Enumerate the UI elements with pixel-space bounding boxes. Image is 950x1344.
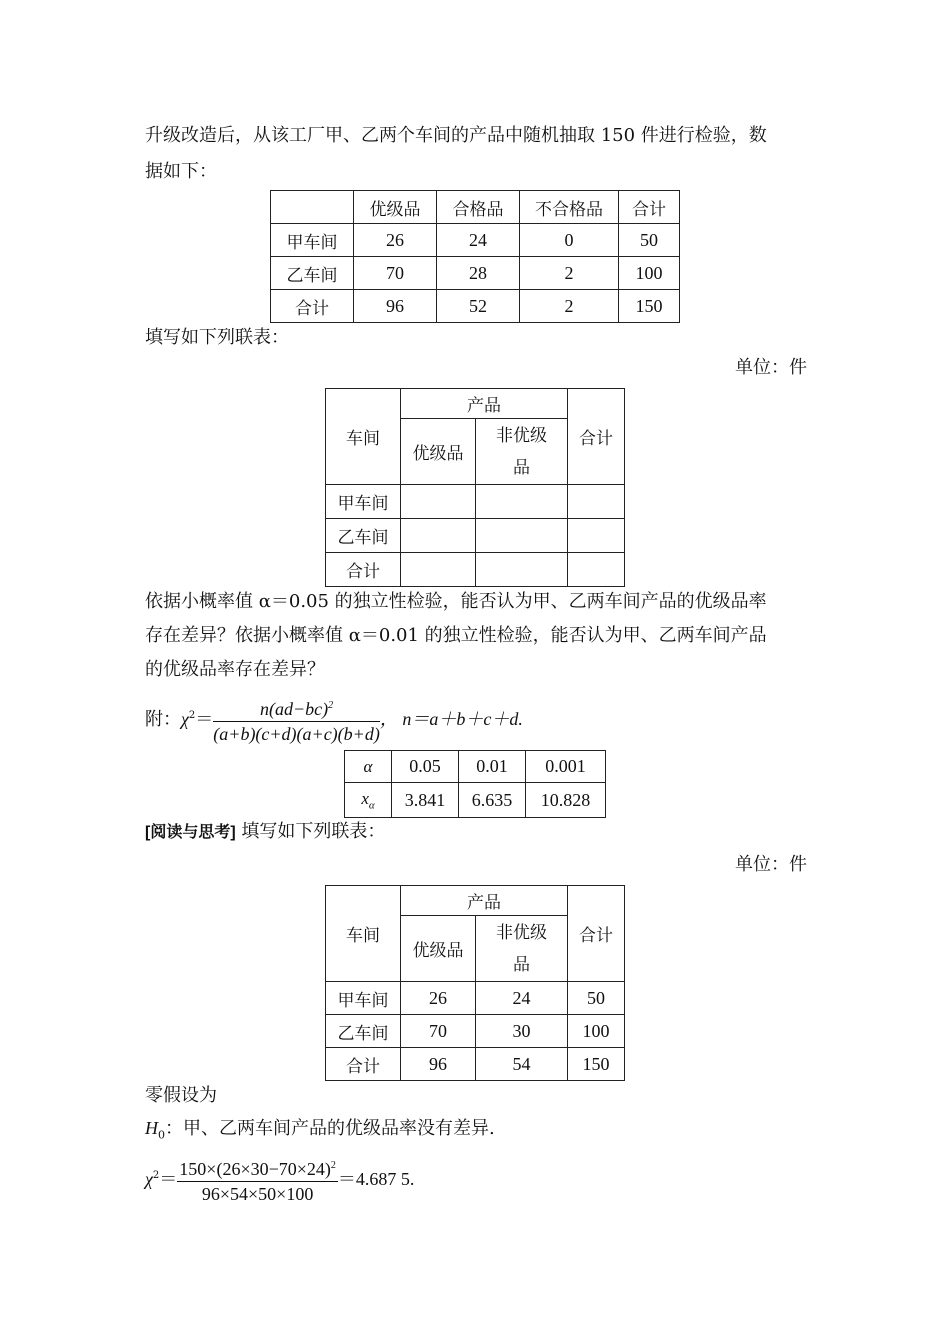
unit-label: 单位：件 (735, 357, 807, 378)
table2-empty-cell (568, 552, 625, 586)
chi-square-fraction (213, 694, 380, 746)
table2-total-header: 合计 (568, 389, 625, 485)
result-numerator-text: 150×(26×30−70×24) (179, 1159, 331, 1179)
sample-data-table (270, 190, 680, 323)
table4-cell: 150 (568, 1048, 625, 1081)
table4-nonexcellent-header (476, 916, 568, 982)
table4-cell: 96 (401, 1048, 476, 1081)
table3-cell: 0.001 (526, 751, 606, 783)
intro-line-2: 据如下： (145, 161, 217, 182)
table3-cell: 3.841 (392, 783, 459, 818)
table4-total-header: 合计 (568, 886, 625, 982)
table4-cell: 50 (568, 982, 625, 1015)
table4-row-label: 乙车间 (326, 1015, 401, 1048)
table2-empty-cell (568, 518, 625, 552)
question-line-1: 依据小概率值 α＝0.05 的独立性检验，能否认为甲、乙两车间产品的优级品率 (145, 591, 767, 612)
hypothesis-text: ：甲、乙两车间产品的优级品率没有差异. (165, 1118, 495, 1139)
appendix-formula (145, 690, 807, 746)
x-subscript: α (368, 799, 375, 812)
table1-cell: 70 (354, 257, 437, 290)
result-fraction (177, 1154, 338, 1206)
fraction-denominator: (a+b)(c+d)(a+c)(b+d) (213, 724, 380, 744)
appendix-label: 附： (145, 709, 181, 730)
table4-excellent-header: 优级品 (401, 916, 476, 982)
table4-cell: 54 (476, 1048, 568, 1081)
h-subscript: 0 (158, 1128, 165, 1142)
table3-cell: 10.828 (526, 783, 606, 818)
table4-cell: 30 (476, 1015, 568, 1048)
chi-square-result (145, 1150, 807, 1206)
table2-nonexcellent-line2: 品 (513, 457, 530, 478)
result-numerator-superscript: 2 (330, 1160, 336, 1171)
table1-cell: 2 (520, 257, 619, 290)
fraction-numerator (213, 694, 380, 722)
fill-prompt: 填写如下列联表： (145, 327, 289, 348)
table2-product-header: 产品 (401, 389, 568, 419)
table2-empty-cell (401, 552, 476, 586)
unit-label-2: 单位：件 (735, 854, 807, 875)
reading-label: [阅读与思考] (145, 824, 236, 841)
table1-row-label: 甲车间 (271, 224, 354, 257)
table1-cell: 26 (354, 224, 437, 257)
table4-product-header: 产品 (401, 886, 568, 916)
table4-row-label: 甲车间 (326, 982, 401, 1015)
table2-empty-cell (401, 485, 476, 518)
table2-empty-cell (568, 485, 625, 518)
x-letter: x (361, 789, 369, 809)
table3-cell: 0.01 (459, 751, 526, 783)
table2-empty-cell (476, 552, 568, 586)
table4-nonexcellent-line1: 非优级 (496, 922, 547, 943)
equals-sign: ＝ (195, 709, 214, 730)
table1-cell: 100 (619, 257, 680, 290)
table2-excellent-header: 优级品 (401, 419, 476, 485)
table1-cell: 50 (619, 224, 680, 257)
result-denominator: 96×54×50×100 (201, 1184, 314, 1204)
question-line-3: 的优级品率存在差异？ (145, 659, 325, 680)
table1-cell: 96 (354, 290, 437, 323)
table3-cell: 6.635 (459, 783, 526, 818)
critical-value-table (344, 750, 606, 818)
table3-alpha-label: α (345, 751, 392, 783)
empty-contingency-table (325, 388, 625, 587)
table4-cell: 100 (568, 1015, 625, 1048)
table4-cell: 24 (476, 982, 568, 1015)
result-equals: ＝ (159, 1169, 178, 1190)
table1-row-label: 合计 (271, 290, 354, 323)
table1-header-qualified: 合格品 (437, 191, 520, 224)
table2-nonexcellent-header (476, 419, 568, 485)
chi-symbol: χ (181, 709, 189, 729)
table2-empty-cell (476, 518, 568, 552)
table4-workshop-header: 车间 (326, 886, 401, 982)
table2-row-label: 合计 (326, 552, 401, 586)
reading-text: 填写如下列联表： (235, 821, 386, 842)
null-hypothesis-intro: 零假设为 (145, 1085, 217, 1106)
table2-workshop-header: 车间 (326, 389, 401, 485)
chi-superscript: 2 (188, 710, 196, 721)
result-chi-superscript: 2 (152, 1170, 160, 1181)
numerator-superscript: 2 (328, 700, 334, 711)
null-hypothesis (145, 1110, 807, 1154)
table3-cell: 0.05 (392, 751, 459, 783)
table1-header-excellent: 优级品 (354, 191, 437, 224)
table4-nonexcellent-line2: 品 (513, 954, 530, 975)
table1-cell: 0 (520, 224, 619, 257)
result-chi-symbol: χ (145, 1169, 153, 1189)
numerator-text: n(ad−bc) (260, 699, 329, 719)
table3-x-label (345, 783, 392, 818)
table2-empty-cell (401, 518, 476, 552)
table1-cell: 150 (619, 290, 680, 323)
formula-tail: ， n＝a＋b＋c＋d. (379, 709, 523, 729)
table4-cell: 70 (401, 1015, 476, 1048)
table1-cell: 2 (520, 290, 619, 323)
result-value: ＝4.687 5. (337, 1169, 415, 1189)
table4-cell: 26 (401, 982, 476, 1015)
h-letter: H (145, 1118, 158, 1138)
table2-row-label: 乙车间 (326, 518, 401, 552)
filled-contingency-table (325, 885, 625, 1081)
table4-row-label: 合计 (326, 1048, 401, 1081)
result-numerator (177, 1154, 338, 1182)
table2-empty-cell (476, 485, 568, 518)
table1-row-label: 乙车间 (271, 257, 354, 290)
table1-cell: 52 (437, 290, 520, 323)
table1-header-blank (271, 191, 354, 224)
question-line-2: 存在差异？依据小概率值 α＝0.01 的独立性检验，能否认为甲、乙两车间产品 (145, 625, 767, 646)
intro-line-1: 升级改造后，从该工厂甲、乙两个车间的产品中随机抽取 150 件进行检验，数 (145, 125, 767, 146)
table1-cell: 24 (437, 224, 520, 257)
table1-cell: 28 (437, 257, 520, 290)
table1-header-total: 合计 (619, 191, 680, 224)
table2-nonexcellent-line1: 非优级 (496, 425, 547, 446)
reading-section (145, 814, 807, 851)
table1-header-unqualified: 不合格品 (520, 191, 619, 224)
table2-row-label: 甲车间 (326, 485, 401, 518)
